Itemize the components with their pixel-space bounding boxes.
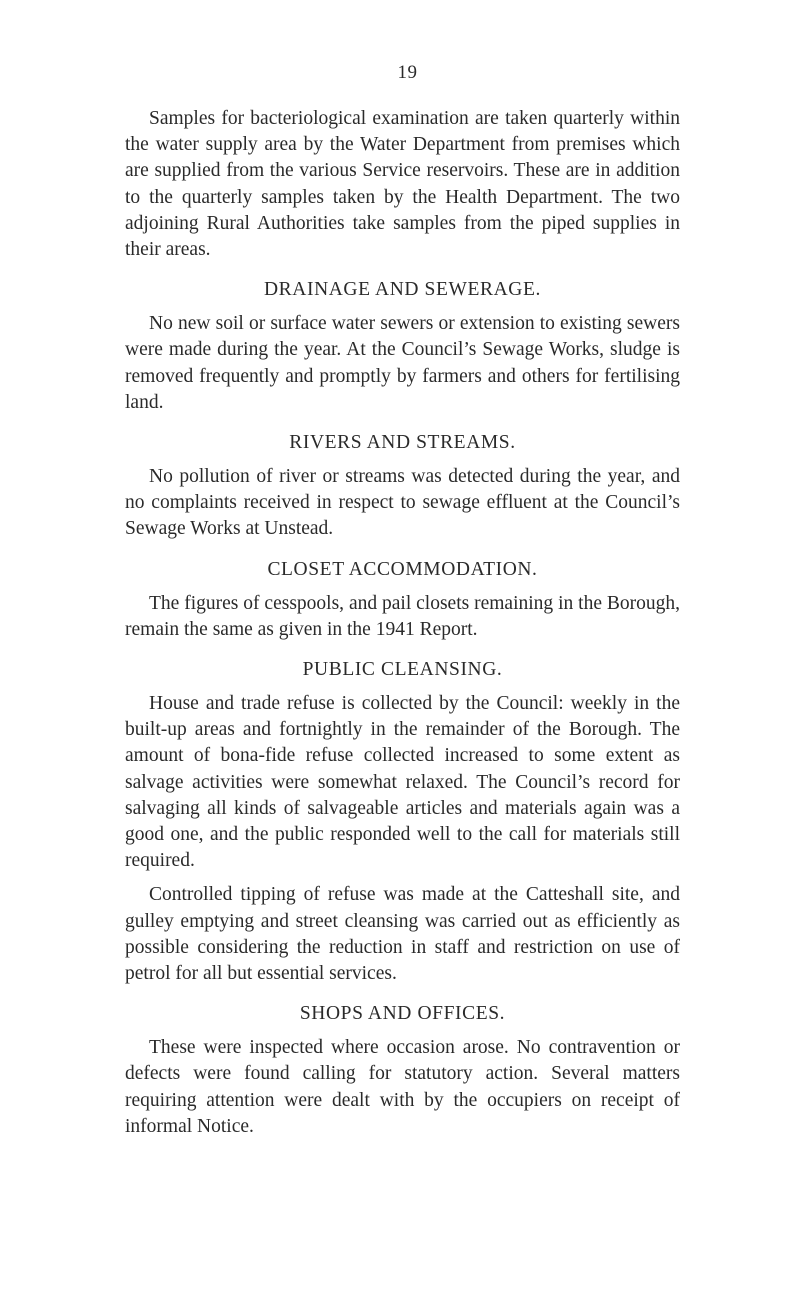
intro-paragraph: Samples for bacteriological examination are taken quarterly within the water supply area by the Water Department from premises which are supplied from the various Service reservoirs. These are in addition to the quarterly samples taken by the Health Department. The two adjoining Rural Authorities take samples from the piped supplies in their areas.: [125, 108, 680, 261]
page-number: 19: [397, 62, 418, 83]
section-heading-cleansing: PUBLIC CLEANSING.: [302, 659, 503, 681]
section-paragraph: The figures of cesspools, and pail closets remaining in the Borough, remain the same as given in the 1941 Report.: [125, 592, 680, 640]
section-paragraph: These were inspected where occasion arose. No contravention or defects were found calling for statutory action. Several matters requiring attention were dealt with by the occupiers on receipt of informal Notice.: [125, 1037, 680, 1137]
section-paragraph: Controlled tipping of refuse was made at the Catteshall site, and gulley emptying and street cleansing was carried out as efficiently as possible considering the reduction in staff and restriction on use of petrol for all but essential services.: [125, 884, 680, 985]
section-paragraph: No new soil or surface water sewers or extension to existing sewers were made during the year. At the Council’s Sewage Works, sludge is removed frequently and promptly by farmers and others for fertilising land.: [125, 313, 680, 413]
document-page: [125, 62, 680, 1140]
section-heading-closet: CLOSET ACCOMMODATION.: [267, 558, 538, 580]
section-heading-drainage: DRAINAGE AND SEWERAGE.: [264, 279, 541, 301]
section-heading-shops: SHOPS AND OFFICES.: [299, 1003, 506, 1025]
paragraph-gap: [125, 874, 680, 882]
section-paragraph: No pollution of river or streams was detected during the year, and no complaints received in respect to sewage effluent at the Council’s Sewage Works at Unstead.: [125, 466, 680, 540]
section-heading-rivers: RIVERS AND STREAMS.: [289, 432, 516, 454]
section-paragraph: House and trade refuse is collected by the Council: weekly in the built-up areas and fortnightly in the remainder of the Borough. The amount of bona-fide refuse collected increased to some extent as salvage activities were somewhat relaxed. The Council’s record for salvaging all kinds of salvageable articles and materials again was a good one, and the public responded well to the call for materials still required.: [125, 693, 680, 872]
